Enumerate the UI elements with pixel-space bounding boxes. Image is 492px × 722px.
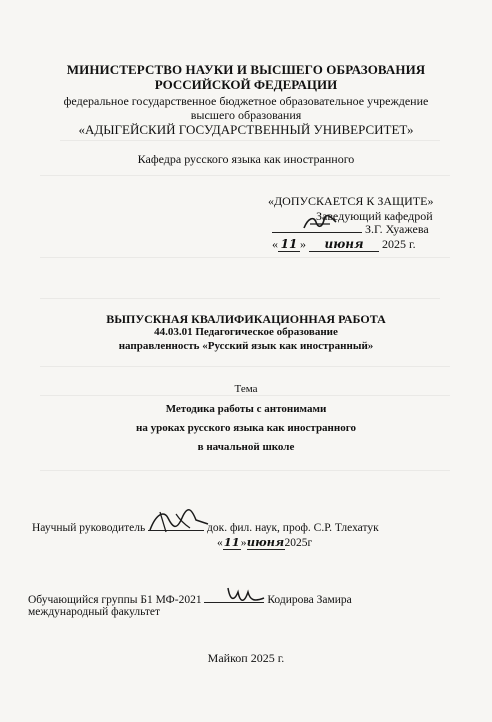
close-quote: »	[300, 237, 306, 251]
approval-day: 11	[278, 237, 300, 252]
university-name: «АДЫГЕЙСКИЙ ГОСУДАРСТВЕННЫЙ УНИВЕРСИТЕТ»	[78, 122, 414, 137]
supervisor-label: Научный руководитель	[32, 522, 146, 534]
topic-line-3: в начальной школе	[197, 441, 295, 453]
approval-date	[272, 237, 416, 252]
bleed-through-line	[40, 175, 450, 176]
supervisor-signature-underline	[148, 520, 204, 531]
supervisor-day: 11	[223, 535, 240, 549]
supervisor-date	[217, 535, 312, 550]
program-direction: направленность «Русский язык как иностранный»	[118, 340, 374, 352]
ministry-line-1: МИНИСТЕРСТВО НАУКИ И ВЫСШЕГО ОБРАЗОВАНИЯ	[66, 62, 426, 77]
head-name: З.Г. Хуажева	[365, 222, 429, 236]
student-line	[28, 592, 352, 606]
student-group: Обучающийся группы Б1 МФ-2021	[28, 594, 202, 606]
student-faculty: международный факультет	[28, 606, 161, 618]
supervisor-credentials: док. фил. наук, проф. С.Р. Тлехатук	[207, 522, 379, 534]
bleed-through-line	[40, 470, 450, 471]
head-signature-line	[272, 222, 429, 237]
student-signature-underline	[204, 592, 264, 603]
topic-line-2: на уроках русского языка как иностранного	[136, 422, 356, 434]
work-title: ВЫПУСКНАЯ КВАЛИФИКАЦИОННАЯ РАБОТА	[106, 312, 386, 326]
signature-underline	[272, 222, 362, 233]
approval-year: 2025 г.	[382, 237, 416, 251]
program-code: 44.03.01 Педагогическое образование	[154, 326, 338, 338]
institution-line-1: федеральное государственное бюджетное образовательное учреждение	[63, 94, 429, 108]
bleed-through-line	[40, 298, 440, 299]
approval-month: июня	[309, 237, 379, 252]
bleed-through-line	[60, 140, 440, 141]
ministry-line-2: РОССИЙСКОЙ ФЕДЕРАЦИИ	[154, 77, 338, 92]
close-quote: »	[240, 537, 247, 549]
bleed-through-line	[40, 366, 450, 367]
topic-line-1: Методика работы с антонимами	[165, 403, 327, 415]
supervisor-line	[32, 520, 379, 534]
department-name: Кафедра русского языка как иностранного	[137, 152, 355, 166]
open-quote: «	[217, 537, 223, 549]
topic-label: Тема	[234, 383, 258, 395]
head-of-department-title: Заведующий кафедрой	[316, 209, 433, 223]
supervisor-month: июня	[246, 535, 285, 549]
institution-line-2: высшего образования	[190, 108, 302, 122]
supervisor-year: 2025г	[284, 537, 313, 549]
bleed-through-line	[40, 395, 450, 396]
student-name: Кодирова Замира	[267, 594, 352, 606]
open-quote: «	[272, 237, 278, 251]
admitted-to-defense: «ДОПУСКАЕТСЯ К ЗАЩИТЕ»	[268, 194, 434, 208]
city-year: Майкоп 2025 г.	[207, 651, 285, 665]
bleed-through-line	[40, 257, 450, 258]
